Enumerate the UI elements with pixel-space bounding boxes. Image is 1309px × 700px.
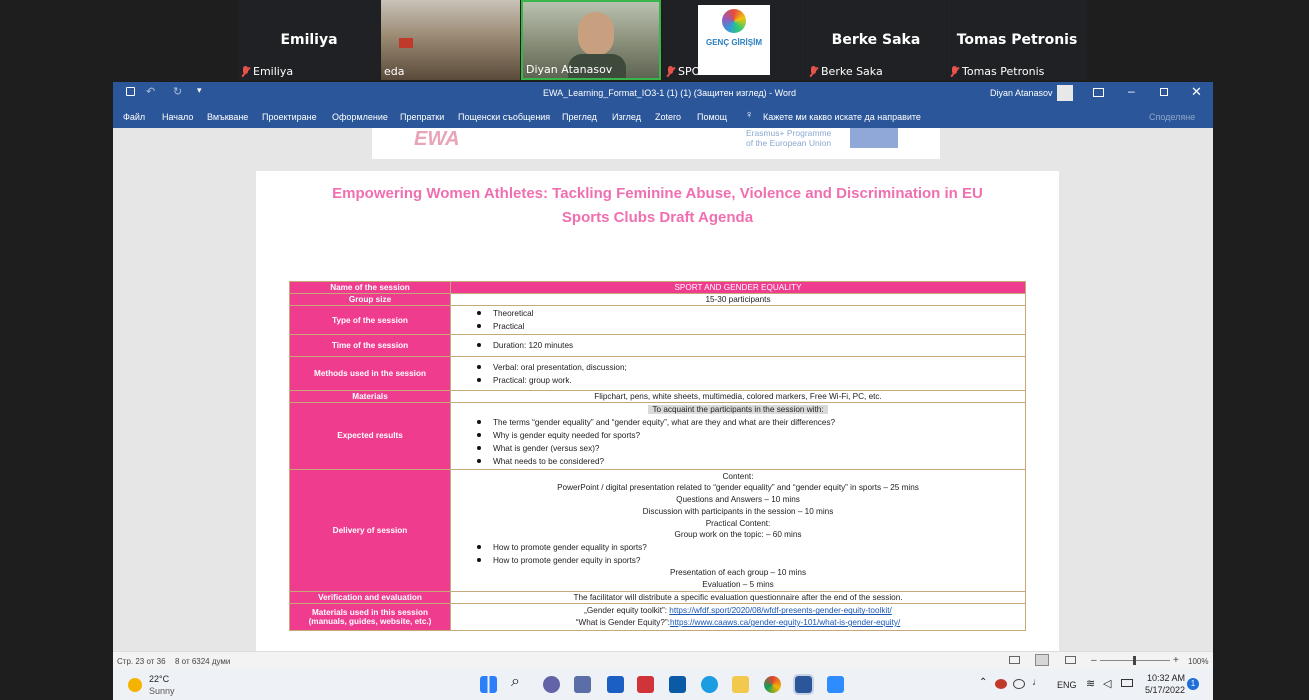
table-row xyxy=(290,357,1026,391)
participant-tile-berke[interactable] xyxy=(806,0,946,80)
document-page[interactable] xyxy=(256,171,1059,651)
list-item: Duration: 120 minutes xyxy=(476,339,1022,352)
app-icon[interactable] xyxy=(607,676,624,693)
tab-help[interactable]: Помощ xyxy=(697,112,728,122)
save-icon[interactable] xyxy=(126,87,135,96)
clock-date[interactable]: 5/17/2022 xyxy=(1145,685,1186,695)
lightbulb-icon: ♀ xyxy=(745,109,754,121)
zoom-slider-thumb[interactable] xyxy=(1133,656,1136,665)
close-icon[interactable]: ✕ xyxy=(1191,84,1202,99)
list-item: Theoretical xyxy=(476,307,1022,320)
table-row: Materials used in this session (manuals, guides, website, etc.) „Gender equity toolkit”: https://wfdf.sport/2020/08/wfdf-presents-gender-equity-toolkit/ “What is Gender Equity?”:https://www.caaws.ca/gender-equity-101/what-is-gender-equity/ xyxy=(290,604,1026,630)
user-name[interactable]: Diyan Atanasov xyxy=(990,88,1053,98)
web-layout-icon[interactable] xyxy=(1065,656,1076,664)
ribbon-display-icon[interactable] xyxy=(1093,88,1104,97)
zoom-in-button[interactable]: + xyxy=(1173,655,1179,666)
participant-label: eda xyxy=(384,65,405,78)
clock-time[interactable]: 10:32 AM xyxy=(1147,673,1186,683)
list-item: How to promote gender equality in sports? xyxy=(476,541,1022,554)
type-list xyxy=(454,307,1022,333)
eu-flag-icon xyxy=(850,128,898,148)
row-label: Name of the session xyxy=(290,282,451,294)
search-icon[interactable]: ⌕ xyxy=(511,673,520,690)
erasmus-line-2: of the European Union xyxy=(746,138,832,148)
participant-label: Emiliya xyxy=(241,65,293,78)
delivery-line: Content: xyxy=(722,471,754,481)
table-row xyxy=(290,391,1026,403)
list-item: Why is gender equity needed for sports? xyxy=(476,429,1022,442)
print-layout-icon[interactable] xyxy=(1035,654,1049,666)
share-button[interactable]: Споделяне xyxy=(1149,112,1196,122)
gender-equity-link[interactable]: https://www.caaws.ca/gender-equity-101/what-is-gender-equity/ xyxy=(669,618,901,628)
row-label: Group size xyxy=(290,294,451,306)
tab-layout[interactable]: Оформление xyxy=(332,112,388,122)
delivery-list xyxy=(454,541,1022,567)
delivery-line: Group work on the topic: – 60 mins xyxy=(674,530,802,540)
participant-label: Tomas Petronis xyxy=(950,65,1044,78)
volume-icon[interactable]: ◁ xyxy=(1103,678,1112,690)
row-label: Expected results xyxy=(290,403,451,470)
agenda-title: Empowering Women Athletes: Tackling Feminine Abuse, Violence and Discrimination in EU Sports Clubs Draft Agenda xyxy=(332,185,983,226)
toolkit-link[interactable]: https://wfdf.sport/2020/08/wfdf-presents-gender-equity-toolkit/ xyxy=(669,606,892,616)
participant-tile-eda[interactable] xyxy=(381,0,520,80)
erasmus-line-1: Erasmus+ Programme xyxy=(746,128,832,138)
participant-tile-sport-club[interactable] xyxy=(663,0,805,80)
delivery-line: Presentation of each group – 10 mins xyxy=(669,567,807,577)
mic-muted-icon xyxy=(666,66,675,77)
list-item: Practical: group work. xyxy=(476,374,1022,387)
genc-girisim-logo: GENÇ GİRİŞİM xyxy=(698,5,770,75)
zoom-level[interactable]: 100% xyxy=(1188,657,1209,666)
document-canvas[interactable] xyxy=(113,128,1213,651)
chrome-icon[interactable] xyxy=(764,676,781,693)
word-count[interactable]: 8 от 6324 думи xyxy=(175,657,231,666)
mcafee-icon[interactable] xyxy=(637,676,654,693)
redo-icon[interactable]: ↻ xyxy=(173,86,183,98)
session-name: SPORT AND GENDER EQUALITY xyxy=(451,282,1026,294)
document-title: EWA_Learning_Format_IO3-1 (1) (1) (Защитен изглед) - Word xyxy=(543,88,796,98)
list-item: What is gender (versus sex)? xyxy=(476,442,1022,455)
materials-value: Flipchart, pens, white sheets, multimedia, colored markers, Free Wi-Fi, PC, etc. xyxy=(451,391,1026,403)
page-header-previous xyxy=(372,128,940,159)
mail-icon[interactable] xyxy=(669,676,686,693)
table-row xyxy=(290,469,1026,592)
mic-muted-icon xyxy=(241,66,250,77)
tell-me-box[interactable]: Кажете ми какво искате да направите xyxy=(763,112,921,122)
tray-overflow-icon[interactable]: ⌃ xyxy=(979,677,988,688)
expected-intro: To acquaint the participants in the session with: xyxy=(648,405,827,414)
page-counter[interactable]: Стр. 23 от 36 xyxy=(117,657,166,666)
user-avatar[interactable] xyxy=(1057,85,1073,101)
tab-references[interactable]: Препратки xyxy=(400,112,445,122)
row-label: Verification and evaluation xyxy=(290,592,451,604)
participant-name: Emiliya xyxy=(280,32,338,48)
tab-home[interactable]: Начало xyxy=(162,112,194,122)
weather-temp[interactable]: 22°C xyxy=(149,674,170,684)
table-row xyxy=(290,335,1026,357)
list-item: Practical xyxy=(476,320,1022,333)
tab-mailings[interactable]: Пощенски съобщения xyxy=(458,112,551,122)
row-label: Materials used in this session (manuals, guides, website, etc.) xyxy=(290,604,451,630)
teams-chat-icon[interactable] xyxy=(543,676,560,693)
row-label: Delivery of session xyxy=(290,469,451,592)
start-icon[interactable] xyxy=(480,676,497,693)
table-row xyxy=(290,294,1026,306)
file-explorer-icon[interactable] xyxy=(732,676,749,693)
ribbon-tabs xyxy=(113,104,1213,128)
methods-list xyxy=(454,361,1022,387)
read-mode-icon[interactable] xyxy=(1009,656,1020,664)
tab-design[interactable]: Проектиране xyxy=(262,112,317,122)
list-item: The terms “gender equality” and “gender equity”, what are they and what are their differences? xyxy=(476,416,1022,429)
restore-icon[interactable] xyxy=(1160,88,1168,96)
tab-file[interactable]: Файл xyxy=(123,112,146,122)
status-bar xyxy=(113,651,1213,669)
word-title-bar xyxy=(113,82,1213,104)
participant-name: Berke Saka xyxy=(831,32,921,48)
zoom-out-button[interactable]: – xyxy=(1091,655,1097,666)
table-row xyxy=(290,592,1026,604)
language-indicator[interactable]: ENG xyxy=(1057,680,1077,690)
mic-tray-icon[interactable]: ♩ xyxy=(1032,677,1042,688)
security-tray-icon[interactable] xyxy=(995,679,1007,689)
agenda-table xyxy=(289,281,1026,631)
mic-muted-icon xyxy=(809,66,818,77)
verification-value: The facilitator will distribute a specific evaluation questionnaire after the end of the session. xyxy=(451,592,1026,604)
zoom-app-icon[interactable] xyxy=(827,676,844,693)
undo-icon[interactable]: ↶ xyxy=(146,86,156,98)
table-row xyxy=(290,306,1026,335)
expected-list xyxy=(454,416,1022,468)
row-label: Materials xyxy=(290,391,451,403)
windows-taskbar xyxy=(113,669,1213,700)
row-label: Methods used in the session xyxy=(290,357,451,391)
participant-label: Berke Saka xyxy=(809,65,883,78)
delivery-line: PowerPoint / digital presentation related to “gender equality” and “gender equity” in sports – 25 mins xyxy=(557,483,919,493)
delivery-line: Evaluation – 5 mins xyxy=(702,579,774,589)
participant-label: Diyan Atanasov xyxy=(526,63,613,76)
notification-badge[interactable]: 1 xyxy=(1187,678,1199,690)
tab-zotero[interactable]: Zotero xyxy=(655,112,682,122)
sun-icon[interactable] xyxy=(128,678,142,692)
participant-label: SPORT CLUB xyxy=(666,65,746,78)
list-item: How to promote gender equity in sports? xyxy=(476,554,1022,567)
minimize-icon[interactable]: – xyxy=(1128,84,1135,98)
delivery-line: Questions and Answers – 10 mins xyxy=(676,495,800,505)
table-row xyxy=(290,403,1026,470)
sync-tray-icon[interactable] xyxy=(1013,679,1025,689)
row-label: Time of the session xyxy=(290,335,451,357)
participant-name: Tomas Petronis xyxy=(956,32,1078,48)
weather-condition[interactable]: Sunny xyxy=(149,686,175,696)
person-face xyxy=(578,12,614,56)
participant-tile-tomas[interactable] xyxy=(947,0,1087,80)
edge-icon[interactable] xyxy=(701,676,718,693)
list-item: Verbal: oral presentation, discussion; xyxy=(476,361,1022,374)
delivery-line: Practical Content: xyxy=(705,518,771,528)
table-row xyxy=(290,282,1026,294)
group-size: 15-30 participants xyxy=(451,294,1026,306)
row-label: Type of the session xyxy=(290,306,451,335)
battery-icon[interactable] xyxy=(1121,679,1133,687)
tab-insert[interactable]: Вмъкване xyxy=(207,112,249,122)
task-view-icon[interactable] xyxy=(574,676,591,693)
list-item: What needs to be considered? xyxy=(476,455,1022,468)
participant-tile-diyan[interactable] xyxy=(521,0,661,80)
tab-review[interactable]: Преглед xyxy=(562,112,597,122)
delivery-line: Discussion with participants in the session – 10 mins xyxy=(642,506,834,516)
ewa-banner xyxy=(399,38,413,48)
customize-qat-icon[interactable]: ▾ xyxy=(197,85,202,95)
mic-muted-icon xyxy=(950,66,959,77)
word-icon[interactable] xyxy=(795,676,812,693)
ewa-logo: EWA xyxy=(414,128,460,150)
participant-tile-emiliya[interactable] xyxy=(238,0,380,80)
tab-view[interactable]: Изглед xyxy=(612,112,641,122)
wifi-icon[interactable]: ≋ xyxy=(1086,678,1096,690)
time-list xyxy=(454,339,1022,352)
